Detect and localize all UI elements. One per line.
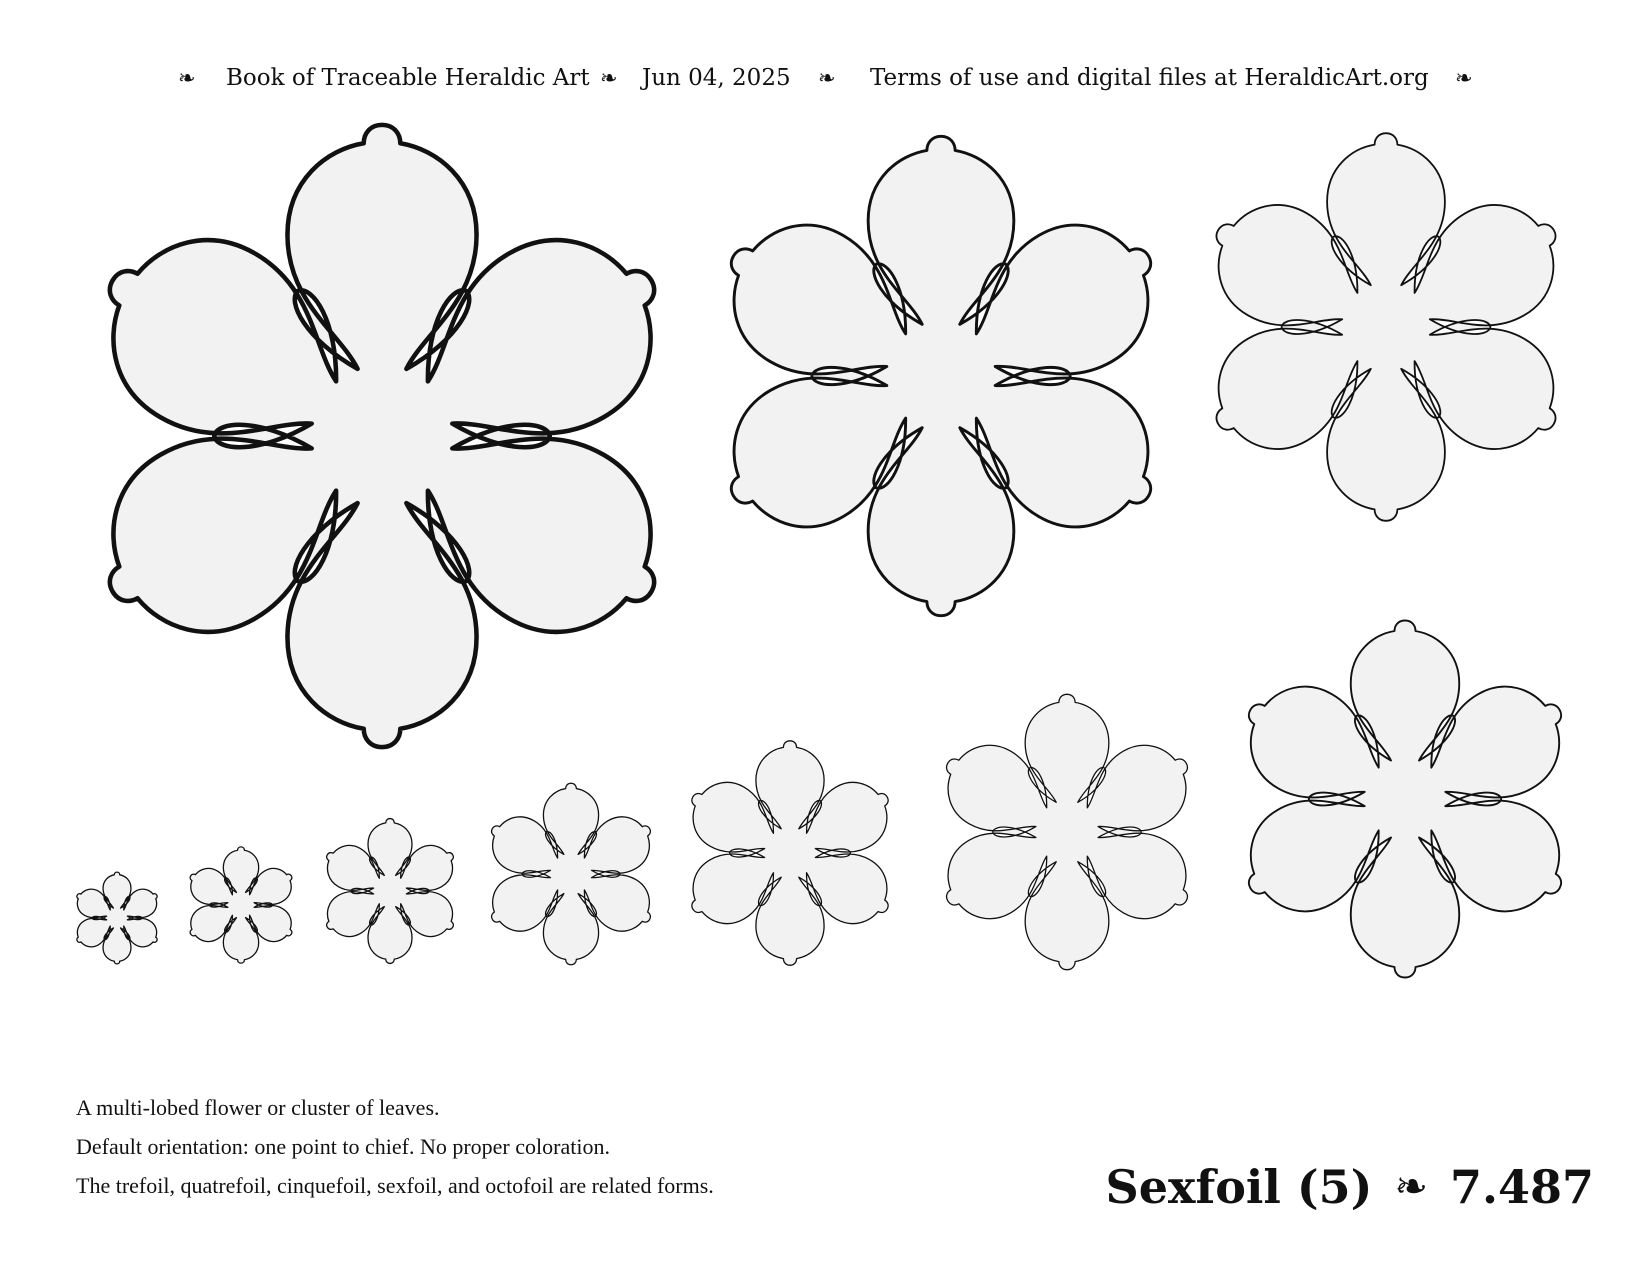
header-date: Jun 04, 2025 xyxy=(642,65,791,91)
terms-link-text: Terms of use and digital files at HeraldicArt.org xyxy=(870,65,1429,91)
header-ornament-3: ❧ xyxy=(818,66,836,90)
plate-ornament: ❧ xyxy=(1394,1164,1428,1210)
sexfoil-figure-10 xyxy=(77,872,157,964)
sexfoil-figure-4 xyxy=(1249,621,1561,978)
description-line-3: The trefoil, quatrefoil, cinquefoil, sexfoil, and octofoil are related forms. xyxy=(76,1173,714,1198)
plate-number: 7.487 xyxy=(1449,1160,1594,1214)
description-block xyxy=(76,1088,714,1205)
header-ornament-right: ❧ xyxy=(1455,66,1473,90)
plate-name: Sexfoil (5) xyxy=(1105,1160,1373,1214)
sexfoil-figure-9 xyxy=(190,847,292,963)
sexfoil-figure-8 xyxy=(327,819,454,964)
plate-caption xyxy=(1106,1148,1594,1218)
sexfoil-figure-1 xyxy=(110,125,654,747)
sexfoil-figure-3 xyxy=(1216,133,1555,521)
header-ornament-left: ❧ xyxy=(178,66,196,90)
header-ornament-2: ❧ xyxy=(600,66,618,90)
sexfoil-figure-2 xyxy=(731,136,1150,615)
description-line-1: A multi-lobed flower or cluster of leaves. xyxy=(76,1095,440,1120)
book-title: Book of Traceable Heraldic Art xyxy=(226,65,590,91)
sexfoil-figure-7 xyxy=(492,783,651,965)
sexfoil-figure-5 xyxy=(947,694,1188,969)
description-line-2: Default orientation: one point to chief. No proper coloration. xyxy=(76,1134,610,1159)
sexfoil-figure-6 xyxy=(692,741,888,965)
